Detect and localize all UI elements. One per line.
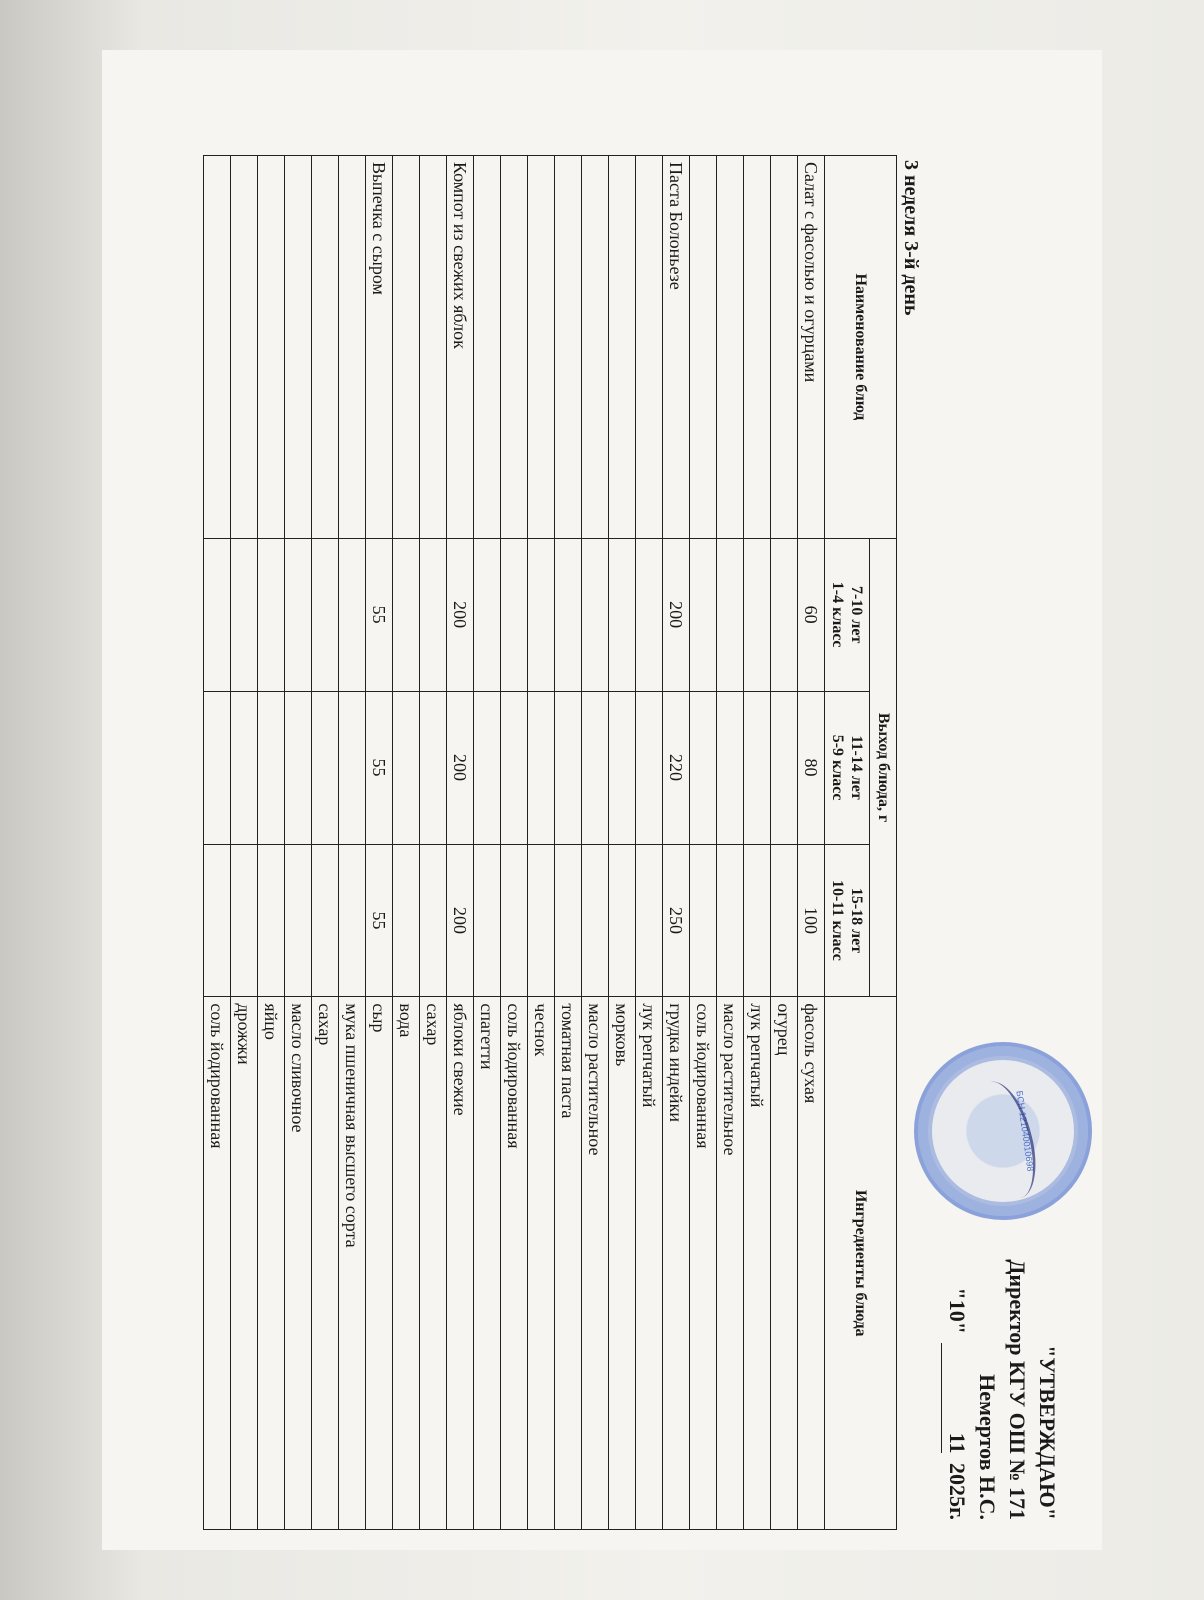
yield-cell-age-3 [231,844,258,997]
yield-cell-age-2 [339,691,366,844]
header-age-2-class: 5-9 класс [829,734,846,801]
ingredient-cell: мука пшеничная высшего сорта [339,997,366,1530]
dish-cell [744,156,771,539]
ingredient-cell: яблоки свежие [447,997,474,1530]
header-ingredients: Ингредиенты блюда [825,997,897,1530]
yield-cell-age-2 [582,691,609,844]
yield-cell-age-3 [636,844,663,997]
yield-cell-age-1 [231,538,258,691]
dish-cell [474,156,501,539]
table-row [231,156,258,1530]
yield-cell-age-3 [609,844,636,997]
table-row [474,156,501,1530]
yield-cell-age-2 [285,691,312,844]
table-row [609,156,636,1530]
ingredient-cell: дрожжи [231,997,258,1530]
ingredient-cell: соль йодированная [690,997,717,1530]
ingredient-cell: сахар [420,997,447,1530]
yield-cell-age-2: 80 [798,691,825,844]
dish-cell [312,156,339,539]
header-dish: Наименование блюд [825,156,897,539]
table-row [636,156,663,1530]
yield-cell-age-2 [690,691,717,844]
ingredient-cell: сыр [366,997,393,1530]
dish-cell: Выпечка с сыром [366,156,393,539]
yield-cell-age-3 [339,844,366,997]
yield-cell-age-2 [204,691,231,844]
header-row [870,156,897,1530]
table-row [312,156,339,1530]
yield-cell-age-3: 250 [663,844,690,997]
dish-cell: Паста Болоньезе [663,156,690,539]
ingredient-cell: чеснок [528,997,555,1530]
yield-cell-age-1 [285,538,312,691]
yield-cell-age-3 [744,844,771,997]
yield-cell-age-1 [501,538,528,691]
table-row [582,156,609,1530]
yield-cell-age-3 [420,844,447,997]
yield-cell-age-1: 60 [798,538,825,691]
dish-cell [420,156,447,539]
menu-table [203,155,897,1530]
header-age-2 [825,691,870,844]
ingredient-cell: огурец [771,997,798,1530]
dish-cell [555,156,582,539]
dish-cell [258,156,285,539]
ingredient-cell: лук репчатый [636,997,663,1530]
dish-cell [501,156,528,539]
yield-cell-age-2 [771,691,798,844]
yield-cell-age-2 [420,691,447,844]
ingredient-cell: фасоль сухая [798,997,825,1530]
table-row [663,156,690,1530]
yield-cell-age-1 [420,538,447,691]
dish-cell [609,156,636,539]
yield-cell-age-2: 55 [366,691,393,844]
dish-cell [231,156,258,539]
table-row [285,156,312,1530]
table-row [339,156,366,1530]
ingredient-cell: томатная паста [555,997,582,1530]
yield-cell-age-1 [393,538,420,691]
table-row [501,156,528,1530]
table-row [528,156,555,1530]
yield-cell-age-1 [258,538,285,691]
approval-name: Немертов Н.С. [975,1374,1000,1520]
yield-cell-age-1 [339,538,366,691]
yield-cell-age-3 [771,844,798,997]
dish-cell [771,156,798,539]
header-age-1-class: 1-4 класс [829,581,846,648]
table-row [366,156,393,1530]
header-yield: Выход блюда, г [870,538,897,997]
yield-cell-age-1: 55 [366,538,393,691]
dish-cell [636,156,663,539]
dish-cell [393,156,420,539]
week-title: 3 неделя 3-й день [900,160,922,316]
yield-cell-age-2 [609,691,636,844]
ingredient-cell: морковь [609,997,636,1530]
yield-cell-age-1 [636,538,663,691]
ingredient-cell: масло растительное [582,997,609,1530]
table-row [204,156,231,1530]
yield-cell-age-2 [636,691,663,844]
ingredient-cell: соль йодированная [501,997,528,1530]
header-age-3 [825,844,870,997]
rotated-page [102,50,1102,1550]
yield-cell-age-2 [501,691,528,844]
yield-cell-age-3 [582,844,609,997]
yield-cell-age-3 [285,844,312,997]
ingredient-cell: масло сливочное [285,997,312,1530]
yield-cell-age-1 [582,538,609,691]
yield-cell-age-2 [474,691,501,844]
yield-cell-age-2: 200 [447,691,474,844]
table-row [420,156,447,1530]
dish-cell: Салат с фасолью и огурцами [798,156,825,539]
yield-cell-age-3 [393,844,420,997]
yield-cell-age-3 [717,844,744,997]
approval-date-month: 11 [941,1343,972,1453]
dish-cell [204,156,231,539]
header-age-3-class: 10-11 класс [829,880,846,961]
ingredient-cell: масло растительное [717,997,744,1530]
yield-cell-age-1 [690,538,717,691]
ingredient-cell: грудка индейки [663,997,690,1530]
header-age-2-years: 11-14 лет [848,735,865,800]
yield-cell-age-1 [528,538,555,691]
table-row [717,156,744,1530]
dish-cell [690,156,717,539]
yield-cell-age-3 [690,844,717,997]
yield-cell-age-1 [204,538,231,691]
table-row [258,156,285,1530]
yield-cell-age-2 [744,691,771,844]
dish-cell [528,156,555,539]
yield-cell-age-2 [258,691,285,844]
approval-title: "УТВЕРЖДАЮ" [1035,1345,1060,1520]
dish-cell: Компот из свежих яблок [447,156,474,539]
yield-cell-age-2 [717,691,744,844]
seal-text: БСН 121040010698 [1014,1090,1036,1172]
ingredient-cell: спагетти [474,997,501,1530]
header-age-3-years: 15-18 лет [848,887,865,954]
dish-cell [582,156,609,539]
approval-date-day: "10" [945,1287,970,1334]
yield-cell-age-3 [528,844,555,997]
approval-block [941,1000,1062,1520]
yield-cell-age-1 [312,538,339,691]
table-row [447,156,474,1530]
yield-cell-age-2 [312,691,339,844]
yield-cell-age-2: 220 [663,691,690,844]
ingredient-cell: яйцо [258,997,285,1530]
table-row [798,156,825,1530]
yield-cell-age-1 [555,538,582,691]
ingredient-cell: соль йодированная [204,997,231,1530]
yield-cell-age-1 [771,538,798,691]
yield-cell-age-3 [204,844,231,997]
yield-cell-age-3: 200 [447,844,474,997]
table-row [744,156,771,1530]
approval-date-year: 2025г. [945,1462,970,1520]
yield-cell-age-1 [474,538,501,691]
yield-cell-age-2 [528,691,555,844]
ingredient-cell: лук репчатый [744,997,771,1530]
dish-cell [285,156,312,539]
table-row [555,156,582,1530]
table-row [771,156,798,1530]
yield-cell-age-1 [717,538,744,691]
yield-cell-age-3 [312,844,339,997]
yield-cell-age-1 [609,538,636,691]
yield-cell-age-3 [501,844,528,997]
document-sheet [102,50,1102,1550]
ingredient-cell: сахар [312,997,339,1530]
table-row [690,156,717,1530]
dish-cell [717,156,744,539]
approval-position: Директор КГУ ОШ № 171 [1005,1259,1030,1520]
yield-cell-age-3: 55 [366,844,393,997]
yield-cell-age-2 [231,691,258,844]
yield-cell-age-1: 200 [447,538,474,691]
table-row [393,156,420,1530]
yield-cell-age-1 [744,538,771,691]
approval-date [941,1000,972,1520]
header-age-1 [825,538,870,691]
yield-cell-age-2 [393,691,420,844]
menu-table-body [204,156,825,1530]
yield-cell-age-3 [474,844,501,997]
ingredient-cell: вода [393,997,420,1530]
yield-cell-age-3: 100 [798,844,825,997]
dish-cell [339,156,366,539]
yield-cell-age-1: 200 [663,538,690,691]
yield-cell-age-3 [555,844,582,997]
yield-cell-age-3 [258,844,285,997]
yield-cell-age-2 [555,691,582,844]
header-age-1-years: 7-10 лет [848,586,865,644]
